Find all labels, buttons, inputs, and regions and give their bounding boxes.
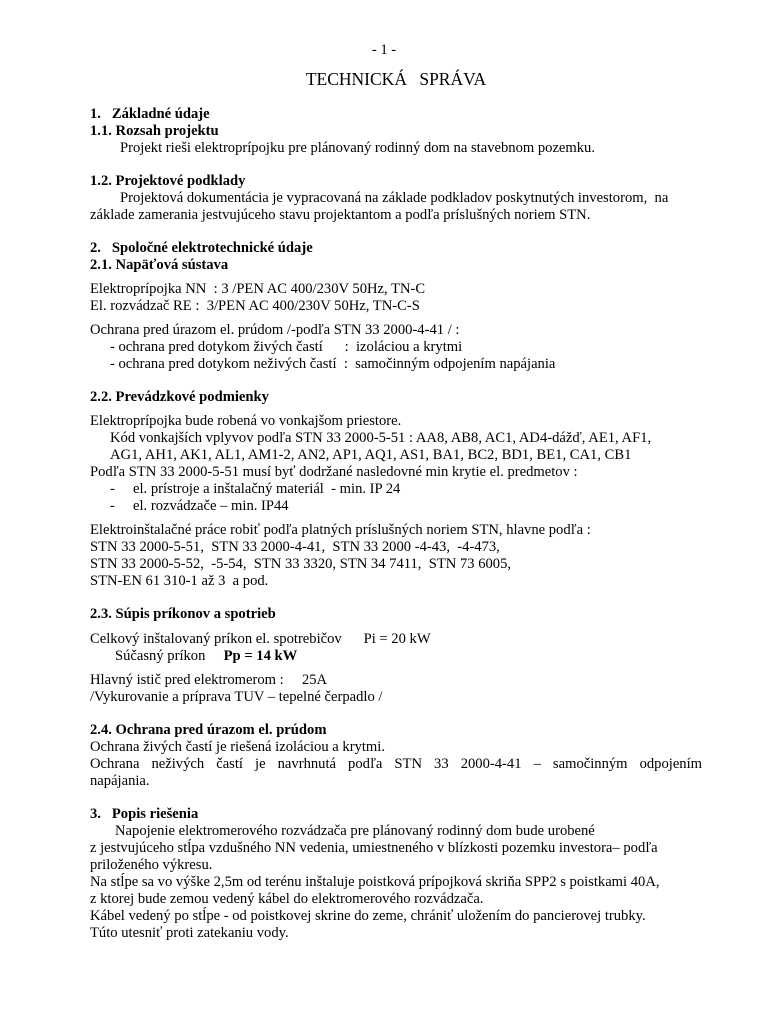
subsection-2-4-heading: 2.4. Ochrana pred úrazom el. prúdom (90, 722, 327, 738)
power-line: Celkový inštalovaný príkon el. spotrebičov Pi = 20 kW (90, 631, 431, 647)
solution-line: Túto utesniť proti zatekaniu vody. (90, 925, 289, 941)
solution-line: Kábel vedený po stĺpe - od poistkovej skrine do zeme, chrániť uložením do pancierovej trubky. (90, 908, 646, 924)
standards-line: Elektroinštalačné práce robiť podľa platných príslušných noriem STN, hlavne podľa : (90, 522, 591, 538)
simultaneous-power-label: Súčasný príkon (115, 648, 224, 664)
solution-line: priloženého výkresu. (90, 857, 213, 873)
solution-line: z jestvujúceho stĺpa vzdušného NN vedenia, umiestneného v blízkosti pozemku investora– podľa (90, 840, 658, 856)
heating-line: /Vykurovanie a príprava TUV – tepelné čerpadlo / (90, 689, 383, 705)
subsection-1-1-text: Projekt rieši elektroprípojku pre plánovaný rodinný dom na stavebnom pozemku. (120, 140, 596, 156)
standards-line: STN-EN 61 310-1 až 3 a pod. (90, 573, 269, 589)
conditions-bullet-dash: - (110, 498, 115, 514)
subsection-2-3-heading: 2.3. Súpis príkonov a spotrieb (90, 606, 276, 622)
page-number: - 1 - (371, 42, 397, 58)
subsection-1-2-line: základe zamerania jestvujúceho stavu projektantom a podľa príslušných noriem STN. (90, 207, 591, 223)
breaker-line: Hlavný istič pred elektromerom : 25A (90, 672, 328, 688)
protection-item: - ochrana pred dotykom neživých častí : samočinným odpojením napájania (110, 356, 556, 372)
voltage-line: Elektroprípojka NN : 3 /PEN AC 400/230V 50Hz, TN-C (90, 281, 426, 297)
shock-protection-line: napájania. (90, 773, 150, 789)
shock-protection-line: Ochrana neživých častí je navrhnutá podľa STN 33 2000-4-41 – samočinným odpojením (90, 756, 702, 772)
section-1-heading: 1. Základné údaje (90, 106, 210, 122)
subsection-2-2-heading: 2.2. Prevádzkové podmienky (90, 389, 269, 405)
protection-line: Ochrana pred úrazom el. prúdom /-podľa STN 33 2000-4-41 / : (90, 322, 460, 338)
voltage-line: El. rozvádzač RE : 3/PEN AC 400/230V 50Hz, TN-C-S (90, 298, 420, 314)
shock-protection-line: Ochrana živých častí je riešená izoláciou a krytmi. (90, 739, 385, 755)
conditions-line: AG1, AH1, AK1, AL1, AM1-2, AN2, AP1, AQ1, AS1, BA1, BC2, BD1, BE1, CA1, CB1 (110, 447, 632, 463)
section-2-heading: 2. Spoločné elektrotechnické údaje (90, 240, 313, 256)
standards-line: STN 33 2000-5-52, -5-54, STN 33 3320, STN 34 7411, STN 73 6005, (90, 556, 512, 572)
conditions-bullet: el. prístroje a inštalačný materiál - min. IP 24 (133, 481, 401, 497)
solution-line: Na stĺpe sa vo výške 2,5m od terénu inštaluje poistková prípojková skriňa SPP2 s poistkami 40A, (90, 874, 660, 890)
conditions-line: Kód vonkajších vplyvov podľa STN 33 2000-5-51 : AA8, AB8, AC1, AD4-dážď, AE1, AF1, (110, 430, 652, 446)
subsection-1-2-line: Projektová dokumentácia je vypracovaná na základe podkladov poskytnutých investorom, na (120, 190, 669, 206)
solution-line: z ktorej bude zemou vedený kábel do elektromerového rozvádzača. (90, 891, 484, 907)
section-3-heading: 3. Popis riešenia (90, 806, 199, 822)
subsection-2-1-heading: 2.1. Napäťová sústava (90, 257, 229, 273)
power-line (115, 648, 297, 665)
subsection-1-2-heading: 1.2. Projektové podklady (90, 173, 246, 189)
conditions-line: Elektroprípojka bude robená vo vonkajšom priestore. (90, 413, 402, 429)
conditions-bullet: el. rozvádzače – min. IP44 (133, 498, 289, 514)
subsection-1-1-heading: 1.1. Rozsah projektu (90, 123, 219, 139)
protection-item: - ochrana pred dotykom živých častí : izoláciou a krytmi (110, 339, 463, 355)
conditions-bullet-dash: - (110, 481, 115, 497)
document-title: TECHNICKÁ SPRÁVA (305, 69, 487, 89)
solution-line: Napojenie elektromerového rozvádzača pre plánovaný rodinný dom bude urobené (115, 823, 595, 839)
standards-line: STN 33 2000-5-51, STN 33 2000-4-41, STN 33 2000 -4-43, -4-473, (90, 539, 500, 555)
conditions-line: Podľa STN 33 2000-5-51 musí byť dodržané nasledovné min krytie el. predmetov : (90, 464, 578, 480)
simultaneous-power-value: Pp = 14 kW (223, 648, 298, 664)
